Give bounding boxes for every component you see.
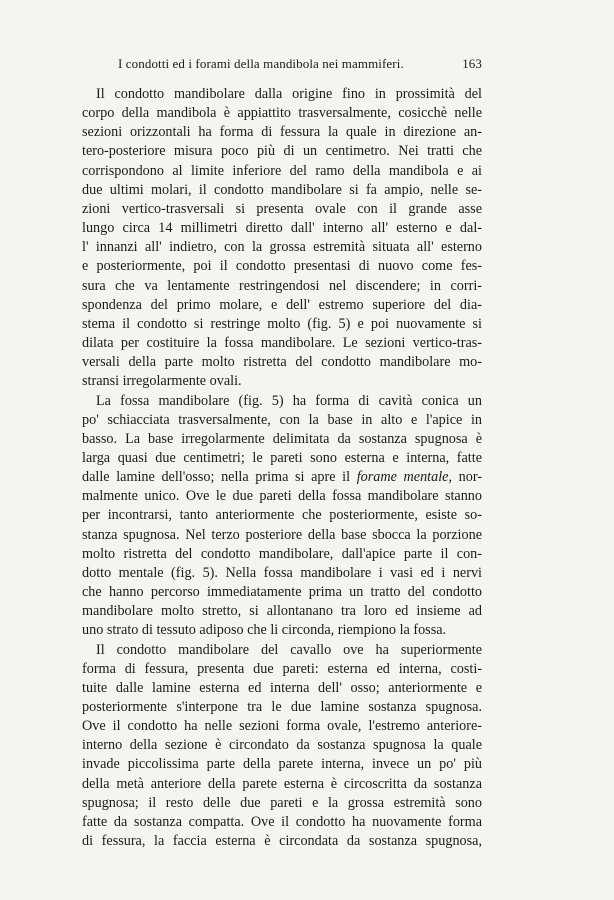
text-line: e posteriormente, poi il condotto presentasi di nuovo come fes- [82,258,482,275]
text-line: uno strato di tessuto adiposo che li circonda, riempiono la fossa. [82,622,447,639]
text-line: due ultimi molari, il condotto mandibolare si fa ampio, nelle se- [82,181,482,198]
text-line: malmente unico. Ove le due pareti della fossa mandibolare stanno [82,488,482,505]
text-line: fatte da sostanza compatta. Ove il condotto ha nuovamente forma [82,813,482,830]
text-line: sura che va lentamente restringendosi nel discendere; in corri- [82,277,482,294]
paragraph-2 [82,392,482,641]
text-line: zioni vertico-trasversali si presenta ovale con il grande asse [82,200,482,217]
text-line: dotto mentale (fig. 5). Nella fossa mandibolare i vasi ed i nervi [82,564,482,581]
text-line: per incontrarsi, tanto anteriormente che posteriormente, esiste so- [82,507,482,524]
text-line: della metà anteriore della parete esterna è circoscritta da sostanza [82,775,482,792]
text-line: stransi irregolarmente ovali. [82,373,242,390]
text-line: Il condotto mandibolare del cavallo ove ha superiormente [96,641,482,658]
text-line: stema il condotto si restringe molto (fig. 5) e poi nuovamente si [82,315,482,332]
text-line: forma di fessura, presenta due pareti: esterna ed interna, costi- [82,660,482,677]
text-line: La fossa mandibolare (fig. 5) ha forma di cavità conica un [96,392,482,409]
page-number: 163 [462,56,482,71]
text-line: lungo circa 14 millimetri diretto dall' interno all' esterno e dal- [82,220,482,237]
text-line: l' innanzi all' indietro, con la grossa estremità situata all' esterno [82,239,482,256]
text-segment: , nor- [448,469,483,486]
text-line: versali della parte molto ristretta del condotto mandibolare mo- [82,354,482,371]
running-title: I condotti ed i forami della mandibola nei mammiferi. [118,56,404,71]
text-line: spugnosa; il resto delle due pareti e la grossa estremità sono [82,794,482,811]
text-segment: dalle lamine dell'osso; nella prima si apre il [82,469,351,486]
paragraph-3 [82,641,482,852]
text-line-with-italic [82,468,482,487]
text-line: tero-posteriore misura poco più di un centimetro. Nei tratti che [82,143,482,160]
text-line: posteriormente s'interpone tra le due lamine sostanza spugnosa. [82,699,482,715]
text-line: dilata per costituire la fossa mandibolare. Le sezioni vertico-tras- [82,335,482,352]
body-text [82,85,482,851]
text-line: basso. La base irregolarmente delimitata da sostanza spugnosa è [82,430,482,447]
text-line: stanza spugnosa. Nel terzo posteriore della base sbocca la porzione [82,526,482,543]
text-line: tuite dalle lamine esterna ed interna dell' osso; anteriormente e [82,679,482,696]
text-line: spondenza del primo molare, e dell' estremo superiore del dia- [82,296,482,313]
text-line: di fessura, la faccia esterna è circondata da sostanza spugnosa, [82,833,482,850]
text-line: po' schiacciata trasversalmente, con la base in alto e l'apice in [82,411,482,428]
book-page [82,56,482,851]
text-line: larga quasi due centimetri; le pareti sono esterna e interna, fatte [82,449,482,466]
text-line: corpo della mandibola è appiattito trasversalmente, cosicchè nelle [82,105,482,122]
text-line: Il condotto mandibolare dalla origine fino in prossimità del [96,86,482,102]
text-line: corrispondono al limite inferiore del ramo della mandibola e ai [82,162,482,179]
text-line: sezioni orizzontali ha forma di fessura la quale in direzione an- [82,124,482,141]
text-line: Ove il condotto ha nelle sezioni forma ovale, l'estremo anteriore- [82,718,482,735]
text-line: che hanno percorso immediatamente prima un tratto del condotto [82,584,482,601]
text-line: interno della sezione è circondato da sostanza spugnosa la quale [82,737,482,754]
italic-term: forame mentale [356,469,449,486]
text-line: molto ristretta del condotto mandibolare, dall'apice parte il con- [82,545,482,562]
text-line: mandibolare molto stretto, si allontanano tra loro ed insieme ad [82,603,482,620]
page-header [82,56,482,74]
text-line: invade piccolissima parte della parete interna, invece un po' più [82,756,482,773]
paragraph-1 [82,85,482,392]
